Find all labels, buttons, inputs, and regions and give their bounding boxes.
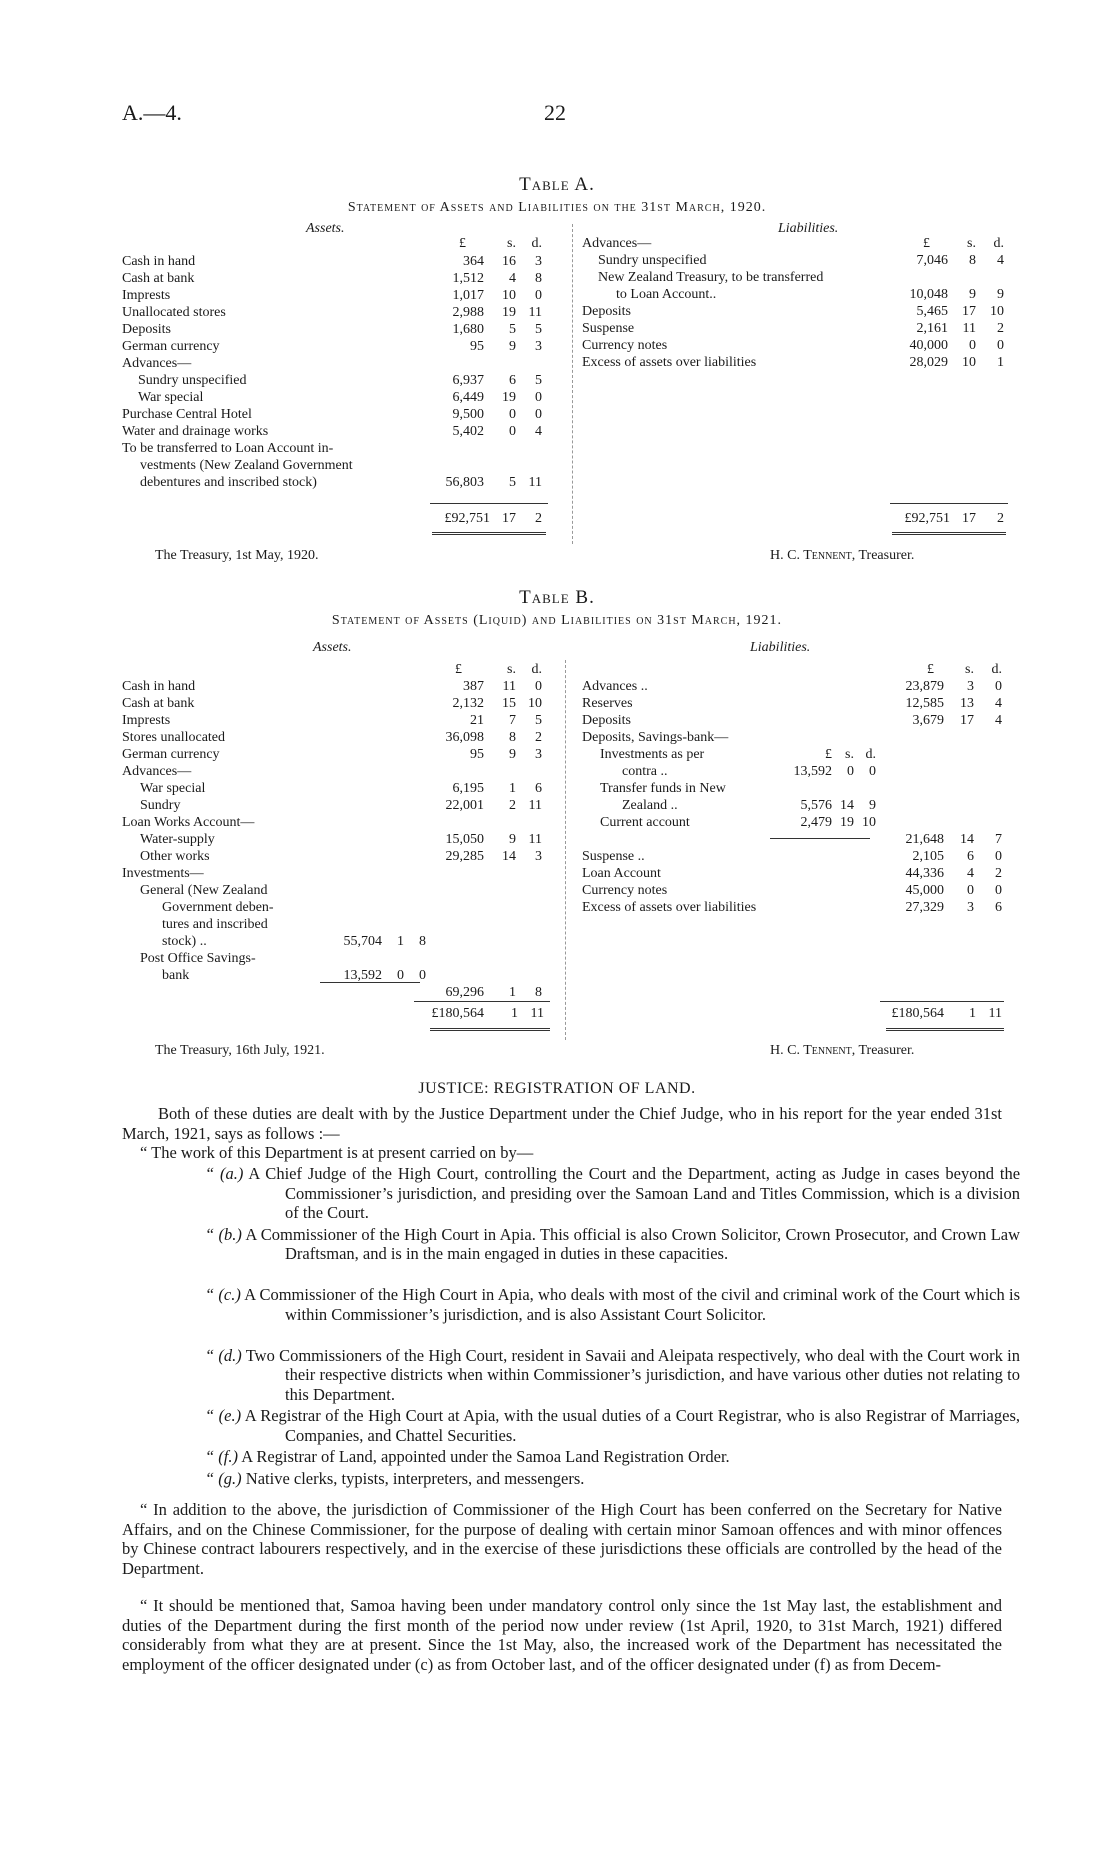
amount-pounds: 10,048 (909, 287, 948, 302)
row-label: Current account (600, 815, 690, 830)
duty-item (205, 1225, 1020, 1264)
item-text: Native clerks, typists, interpreters, and messengers. (245, 1468, 585, 1488)
total-shillings: 1 (969, 1006, 976, 1021)
amount-shillings: 7 (509, 713, 516, 728)
amount-pence: 2 (995, 866, 1002, 881)
amount-pence: 3 (535, 254, 542, 269)
amount-pence: 0 (535, 407, 542, 422)
row-label: Cash at bank (122, 271, 195, 286)
total-shillings: 17 (502, 511, 516, 526)
inner-amount-shillings: 0 (847, 764, 854, 779)
amount-shillings: 8 (509, 730, 516, 745)
inner-amount-pence: 8 (419, 934, 426, 949)
section-heading: JUSTICE: REGISTRATION OF LAND. (418, 1080, 696, 1097)
row-label: War special (140, 781, 206, 796)
amount-pounds: 95 (470, 339, 484, 354)
table-b-divider (565, 660, 566, 1040)
amount-pence: 4 (997, 253, 1004, 268)
row-label: Currency notes (582, 338, 668, 353)
amount-pounds: 9,500 (452, 407, 484, 422)
item-text: A Chief Judge of the High Court, controlling the Court and the Department, acting as Judge in cases beyond the Commissioner’s jurisdiction, and presiding over the Samoan Land and Titles Commission, which is a division of the Court. (248, 1164, 1021, 1222)
table-a-liab-rule (890, 503, 1008, 504)
amount-shillings: 10 (962, 355, 976, 370)
table-b-date: The Treasury, 16th July, 1921. (155, 1043, 325, 1058)
row-label: Zealand .. (622, 798, 678, 813)
row-label: Other works (140, 849, 210, 864)
amount-pounds: 387 (463, 679, 484, 694)
amount-pence: 2 (535, 730, 542, 745)
table-a-date: The Treasury, 1st May, 1920. (155, 548, 319, 563)
amount-shillings: 0 (509, 424, 516, 439)
row-label: Cash in hand (122, 679, 196, 694)
currency-unit: £ (927, 662, 934, 677)
table-b-subtitle: Statement of Assets (Liquid) and Liabilities on 31st March, 1921. (331, 613, 783, 628)
row-label: Water-supply (140, 832, 215, 847)
table-b-assets-double-rule (430, 1028, 550, 1031)
table-a-signature (770, 548, 914, 564)
row-label: tures and inscribed (162, 917, 268, 932)
row-label: vestments (New Zealand Government (140, 458, 353, 473)
amount-pounds: 5,402 (452, 424, 484, 439)
amount-shillings: 4 (509, 271, 516, 286)
table-b-savings-rule (770, 838, 870, 839)
amount-shillings: 9 (969, 287, 976, 302)
amount-pence: 0 (995, 849, 1002, 864)
row-label: to Loan Account.. (616, 287, 717, 302)
amount-shillings: 14 (960, 832, 974, 847)
amount-shillings: 15 (502, 696, 516, 711)
amount-pence: 11 (528, 475, 542, 490)
amount-shillings: 13 (960, 696, 974, 711)
row-label: Advances— (122, 764, 192, 779)
inner-amount-pounds: 5,576 (800, 798, 832, 813)
total-pounds: £92,751 (444, 511, 490, 526)
amount-pence: 4 (995, 713, 1002, 728)
table-a-liabilities-heading: Liabilities. (778, 221, 839, 236)
amount-shillings: 1 (509, 781, 516, 796)
amount-pounds: 6,449 (452, 390, 484, 405)
total-shillings: 17 (962, 511, 976, 526)
row-label: Government deben- (162, 900, 274, 915)
amount-pounds: 95 (470, 747, 484, 762)
amount-pounds: 1,512 (452, 271, 484, 286)
inner-amount-pounds: £ (825, 747, 832, 762)
amount-shillings: 16 (502, 254, 516, 269)
row-label: Loan Works Account— (122, 815, 255, 830)
amount-pounds: 2,105 (912, 849, 944, 864)
amount-pounds: 1,680 (452, 322, 484, 337)
amount-pounds: 364 (463, 254, 484, 269)
table-b-liab-double-rule (886, 1028, 1004, 1031)
row-label: Deposits (122, 322, 171, 337)
inner-amount-pounds: 2,479 (800, 815, 832, 830)
amount-pounds: 21,648 (905, 832, 944, 847)
row-label: Deposits, Savings-bank— (582, 730, 729, 745)
currency-unit: d. (531, 236, 542, 251)
amount-pounds: 36,098 (445, 730, 484, 745)
table-a-subtitle: Statement of Assets and Liabilities on the 31st March, 1920. (347, 200, 767, 215)
duty-item (205, 1469, 1020, 1489)
row-label: contra .. (622, 764, 668, 779)
amount-pence: 0 (995, 679, 1002, 694)
table-a-divider (572, 224, 573, 544)
document-code: A.—4. (122, 100, 182, 125)
amount-pounds: 2,132 (452, 696, 484, 711)
item-marker: “ (b.) (205, 1224, 242, 1244)
row-label: bank (162, 968, 190, 983)
amount-pence: 9 (997, 287, 1004, 302)
inner-amount-shillings: 14 (840, 798, 854, 813)
row-label: General (New Zealand (140, 883, 268, 898)
row-label: debentures and inscribed stock) (140, 475, 317, 490)
treasurer-name: H. C. Tennent (770, 1043, 852, 1058)
amount-shillings: 5 (509, 322, 516, 337)
row-label: Sundry (140, 798, 181, 813)
amount-pence: 5 (535, 322, 542, 337)
amount-pounds: 6,937 (452, 373, 484, 388)
item-text: A Registrar of Land, appointed under the Samoa Land Registration Order. (241, 1447, 730, 1466)
amount-pounds: 3,679 (912, 713, 944, 728)
lead-line: “ The work of this Department is at present carried on by— (140, 1143, 534, 1162)
row-label: Cash in hand (122, 254, 196, 269)
treasurer-title: , Treasurer. (851, 1043, 915, 1058)
amount-shillings: 1 (509, 985, 516, 1000)
paragraph-mandatory-control: “ It should be mentioned that, Samoa having been under mandatory control only since the 1st May last, the establishment and duties of the Department during the first month of the period now under review (1st April, 1920, to 31st March, 1921) differed considerably from what they are at present. Since the 1st May, also, the increased work of the Department has necessitated the employment of the officer designated under (c) as from October last, and of the officer designated under (f) as from Decem- (122, 1596, 1002, 1674)
amount-shillings: 17 (962, 304, 976, 319)
table-b-signature (770, 1043, 914, 1059)
row-label: Water and drainage works (122, 424, 269, 439)
row-label: German currency (122, 339, 220, 354)
amount-pounds: 28,029 (909, 355, 948, 370)
row-label: German currency (122, 747, 220, 762)
row-label: Advances— (582, 236, 652, 251)
table-a-assets-heading: Assets. (306, 221, 345, 236)
amount-pounds: 6,195 (452, 781, 484, 796)
amount-shillings: 0 (969, 338, 976, 353)
row-label: Unallocated stores (122, 305, 226, 320)
row-label: Deposits (582, 304, 631, 319)
amount-shillings: 2 (509, 798, 516, 813)
amount-shillings: 11 (502, 679, 516, 694)
row-label: Investments— (122, 866, 204, 881)
row-label: New Zealand Treasury, to be transferred (598, 270, 824, 285)
table-a-title: Table A. (519, 174, 595, 195)
table-b-title: Table B. (519, 587, 595, 608)
currency-unit: d. (991, 662, 1002, 677)
total-pounds: £180,564 (891, 1006, 944, 1021)
total-pence: 2 (997, 511, 1004, 526)
table-b-liab-rule (880, 1001, 1004, 1002)
amount-pounds: 56,803 (445, 475, 484, 490)
amount-shillings: 4 (967, 866, 974, 881)
total-pence: 11 (988, 1006, 1002, 1021)
row-label: Excess of assets over liabilities (582, 355, 757, 370)
inner-amount-pounds: 13,592 (793, 764, 832, 779)
duty-item (205, 1406, 1020, 1445)
amount-shillings: 3 (967, 900, 974, 915)
row-label: Suspense .. (582, 849, 645, 864)
duty-item (205, 1285, 1020, 1324)
amount-pounds: 22,001 (445, 798, 484, 813)
row-label: Advances .. (582, 679, 648, 694)
row-label: Reserves (582, 696, 633, 711)
amount-shillings: 9 (509, 832, 516, 847)
currency-unit: s. (965, 662, 974, 677)
amount-pence: 11 (528, 832, 542, 847)
item-marker: “ (e.) (205, 1406, 242, 1425)
amount-pence: 11 (528, 798, 542, 813)
inner-amount-shillings: 1 (397, 934, 404, 949)
row-label: Sundry unspecified (598, 253, 707, 268)
amount-shillings: 3 (967, 679, 974, 694)
item-marker: “ (c.) (205, 1285, 241, 1304)
inner-amount-shillings: 19 (840, 815, 854, 830)
amount-pence: 8 (535, 985, 542, 1000)
paragraph-additional-jurisdiction: “ In addition to the above, the jurisdiction of Commissioner of the High Court has been conferred on the Secretary for Native Affairs, and on the Chinese Commissioner, for the purpose of dealing with certain minor Samoan offences and with minor offences by Chinese contract labourers respectively, and in the exercise of these jurisdictions these officials are controlled by the head of the Department. (122, 1500, 1002, 1578)
amount-pounds: 1,017 (452, 288, 484, 303)
row-label: Imprests (122, 288, 171, 303)
amount-shillings: 6 (967, 849, 974, 864)
row-label: stock) .. (162, 934, 207, 949)
amount-pence: 8 (535, 271, 542, 286)
amount-pence: 11 (528, 305, 542, 320)
row-label: Cash at bank (122, 696, 195, 711)
table-b-assets-heading: Assets. (313, 640, 352, 655)
amount-pence: 6 (995, 900, 1002, 915)
amount-pence: 3 (535, 747, 542, 762)
amount-pence: 4 (535, 424, 542, 439)
table-b-assets-rule (414, 1001, 550, 1002)
amount-pence: 10 (528, 696, 542, 711)
amount-shillings: 5 (509, 475, 516, 490)
duty-item (205, 1447, 1020, 1467)
amount-pence: 5 (535, 373, 542, 388)
row-label: Suspense (582, 321, 635, 336)
amount-pounds: 29,285 (445, 849, 484, 864)
row-label: War special (138, 390, 204, 405)
amount-shillings: 11 (962, 321, 976, 336)
item-marker: “ (d.) (205, 1345, 242, 1365)
table-a-assets-double-rule (432, 532, 546, 535)
table-b-liabilities-heading: Liabilities. (750, 640, 811, 655)
amount-shillings: 9 (509, 747, 516, 762)
row-label: Transfer funds in New (600, 781, 726, 796)
treasurer-title: , Treasurer. (851, 548, 915, 563)
amount-pence: 10 (990, 304, 1004, 319)
amount-pounds: 23,879 (905, 679, 944, 694)
row-label: Excess of assets over liabilities (582, 900, 757, 915)
amount-pounds: 15,050 (445, 832, 484, 847)
amount-shillings: 19 (502, 305, 516, 320)
amount-pence: 0 (535, 679, 542, 694)
amount-pounds: 5,465 (916, 304, 948, 319)
row-label: To be transferred to Loan Account in- (122, 441, 334, 456)
row-label: Loan Account (582, 866, 661, 881)
treasurer-name: H. C. Tennent (770, 548, 852, 563)
amount-pounds: 21 (470, 713, 484, 728)
amount-pounds: 40,000 (909, 338, 948, 353)
amount-pence: 0 (535, 390, 542, 405)
total-pounds: £180,564 (431, 1006, 484, 1021)
amount-pence: 0 (535, 288, 542, 303)
amount-shillings: 8 (969, 253, 976, 268)
currency-unit: d. (531, 662, 542, 677)
table-a-assets-rule (430, 503, 548, 504)
amount-pounds: 12,585 (905, 696, 944, 711)
inner-amount-pounds: 55,704 (343, 934, 382, 949)
row-label: Purchase Central Hotel (122, 407, 252, 422)
inner-amount-pence: 0 (419, 968, 426, 983)
item-text: A Registrar of the High Court at Apia, with the usual duties of a Court Registrar, who is also Registrar of Marriages, Companies, and Chattel Securities. (244, 1406, 1020, 1445)
intro-paragraph: Both of these duties are dealt with by the Justice Department under the Chief Judge, who in his report for the year ended 31st March, 1921, says as follows :— (122, 1104, 1002, 1143)
currency-unit: £ (459, 236, 466, 251)
total-pence: 11 (530, 1006, 544, 1021)
amount-pounds: 2,161 (916, 321, 948, 336)
amount-pounds: 45,000 (905, 883, 944, 898)
table-b-invest-rule (320, 982, 420, 983)
amount-shillings: 6 (509, 373, 516, 388)
amount-pounds: 27,329 (905, 900, 944, 915)
row-label: Investments as per (600, 747, 705, 762)
amount-pounds: 69,296 (445, 985, 484, 1000)
item-marker: “ (f.) (205, 1447, 238, 1466)
amount-pence: 5 (535, 713, 542, 728)
inner-amount-pence: d. (865, 747, 876, 762)
item-marker: “ (a.) (205, 1164, 244, 1183)
row-label: Stores unallocated (122, 730, 226, 745)
row-label: Currency notes (582, 883, 668, 898)
currency-unit: s. (967, 236, 976, 251)
duty-item (205, 1164, 1020, 1223)
row-label: Sundry unspecified (138, 373, 247, 388)
currency-unit: £ (455, 662, 462, 677)
amount-pence: 2 (997, 321, 1004, 336)
currency-unit: £ (923, 236, 930, 251)
currency-unit: s. (507, 662, 516, 677)
amount-pounds: 7,046 (916, 253, 948, 268)
inner-amount-pounds: 13,592 (343, 968, 382, 983)
item-text: A Commissioner of the High Court in Apia, who deals with most of the civil and criminal work of the Court which is within Commissioner’s jurisdiction, and is also Assistant Court Solicitor. (244, 1285, 1020, 1324)
item-marker: “ (g.) (205, 1468, 242, 1488)
currency-unit: d. (993, 236, 1004, 251)
inner-amount-pence: 9 (869, 798, 876, 813)
inner-amount-pence: 0 (869, 764, 876, 779)
amount-shillings: 17 (960, 713, 974, 728)
row-label: Advances— (122, 356, 192, 371)
amount-pence: 4 (995, 696, 1002, 711)
item-text: A Commissioner of the High Court in Apia. This official is also Crown Solicitor, Crown Prosecutor, and Crown Law Draftsman, and is in the main engaged in duties in these capacities. (245, 1224, 1021, 1263)
amount-pounds: 2,988 (452, 305, 484, 320)
total-shillings: 1 (511, 1006, 518, 1021)
total-pence: 2 (535, 511, 542, 526)
row-label: Imprests (122, 713, 171, 728)
amount-shillings: 10 (502, 288, 516, 303)
amount-shillings: 19 (502, 390, 516, 405)
item-text: Two Commissioners of the High Court, resident in Savaii and Aleipata respectively, who deal with the Court work in their respective districts when within Commissioner’s jurisdiction, and have various other duties not relating to this Department. (245, 1345, 1020, 1404)
amount-pence: 7 (995, 832, 1002, 847)
row-label: Post Office Savings- (140, 951, 256, 966)
row-label: Deposits (582, 713, 631, 728)
amount-pence: 3 (535, 849, 542, 864)
amount-pence: 0 (995, 883, 1002, 898)
inner-amount-pence: 10 (862, 815, 876, 830)
total-pounds: £92,751 (904, 511, 950, 526)
amount-shillings: 14 (502, 849, 516, 864)
table-a-liab-double-rule (892, 532, 1006, 535)
amount-shillings: 0 (509, 407, 516, 422)
amount-shillings: 0 (967, 883, 974, 898)
amount-pence: 0 (997, 338, 1004, 353)
amount-pence: 6 (535, 781, 542, 796)
amount-pounds: 44,336 (905, 866, 944, 881)
inner-amount-shillings: 0 (397, 968, 404, 983)
amount-shillings: 9 (509, 339, 516, 354)
currency-unit: s. (507, 236, 516, 251)
amount-pence: 1 (997, 355, 1004, 370)
amount-pence: 3 (535, 339, 542, 354)
page-number: 22 (544, 100, 566, 125)
inner-amount-shillings: s. (845, 747, 854, 762)
duty-item (205, 1346, 1020, 1405)
